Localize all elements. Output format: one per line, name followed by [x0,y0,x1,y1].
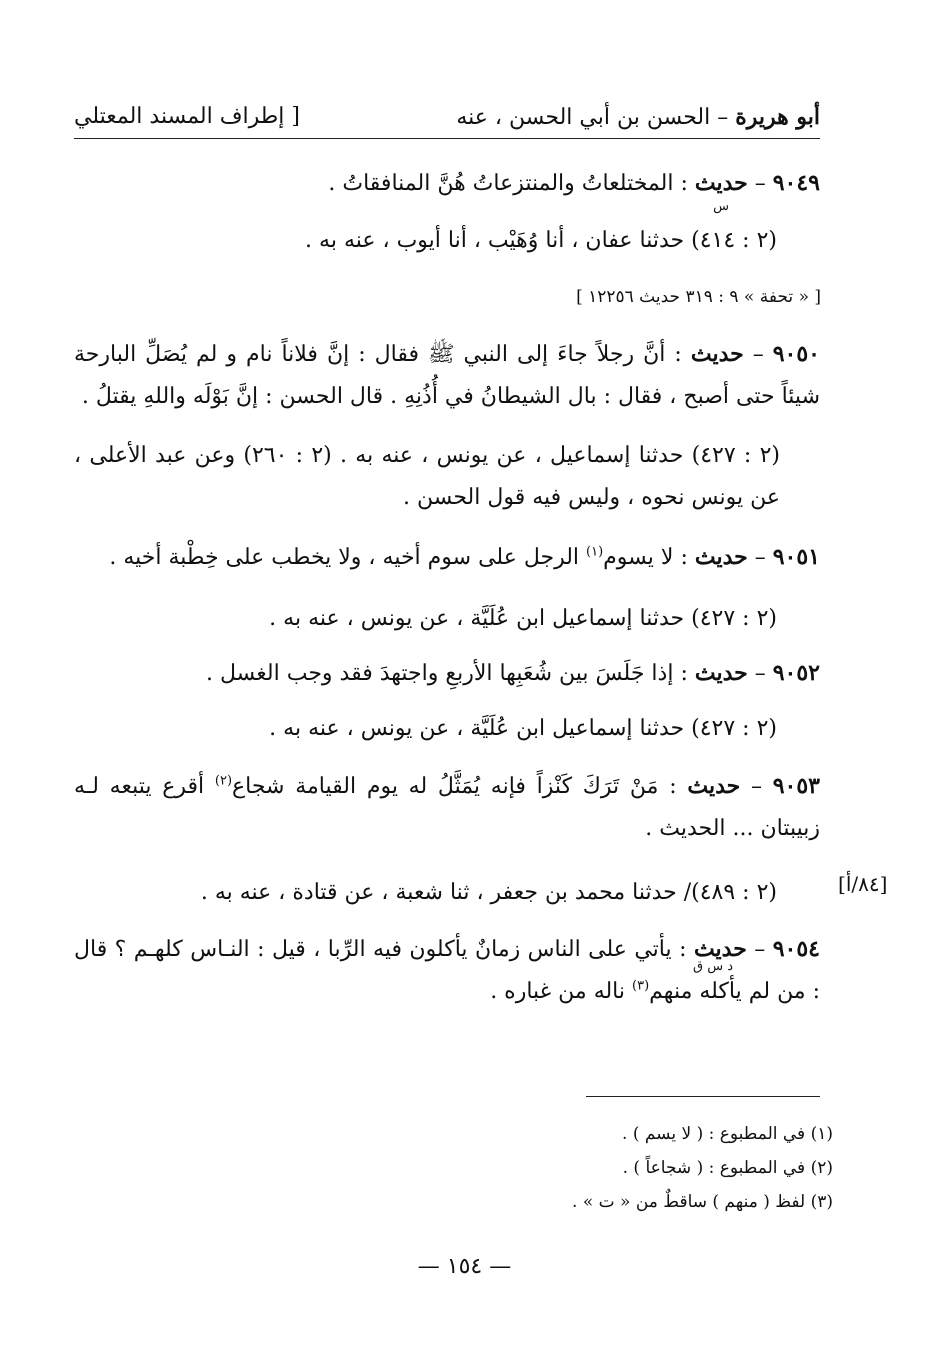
hadith-keyword: حديث [694,170,748,196]
hadith-9051: ٩٠٥١ – حديث : لا يسوم$^{(١)}$ الرجل على سوم أخيه ، ولا يخطب على خِطْبة أخيه . [109,544,820,570]
hadith-number: ٩٠٤٩ [772,170,820,196]
hadith-text: : إذا جَلَسَ بين شُعَبِها الأربعِ واجتهدَ فقد وجب الغسل . [206,661,695,686]
running-header [74,104,820,139]
footnote-separator [586,1096,820,1097]
footnote-ref-3: (٣) [632,978,650,994]
hadith-keyword: حديث [694,660,748,686]
hadith-text: : أنَّ رجلاً جاءَ إلى النبي ﷺ فقال : إنَّ فلاناً نام و لم يُصَلِّ البارحة شيئاً حتى أصبح ، فقال : بال الشيطانُ في أُذُنِهِ . قال الحسن : إنَّ بَوْلَه واللهِ يقتلُ . [74,342,820,409]
siglum-9054: د س ق [692,959,733,974]
hadith-keyword: حديث [690,341,744,367]
sanad-9052: (٢ : ٤٢٧) حدثنا إسماعيل ابن عُلَيَّة ، عن يونس ، عنه به . [269,716,777,741]
hadith-text: : المختلعاتُ والمنتزعاتُ هُنَّ المنافقاتُ . [328,171,695,196]
hadith-keyword: حديث [694,544,748,570]
hadith-keyword: حديث [687,773,741,799]
hadith-text: : مَنْ تَرَكَ كَنْزاً فإنه يُمَثَّلُ له يوم القيامة شجاع [232,774,688,799]
sanad-9051: (٢ : ٤٢٧) حدثنا إسماعيل ابن عُلَيَّة ، عن يونس ، عنه به . [269,606,777,631]
hadith-9054: ٩٠٥٤ – حديث : يأتي على الناس زمانٌ يأكلون فيه الرِّبا ، قيل : النـاس كلهـم ؟ قال : من لم يأكله منهم$^{(٣)}$ ناله من غباره . [74,936,820,1004]
sanad-9049: (٢ : ٤١٤) حدثنا عفان ، أنا وُهَيْب ، أنا أيوب ، عنه به . [305,228,777,253]
hadith-text: : لا يسوم [603,545,695,570]
hadith-text: : يأتي على الناس زمانٌ يأكلون فيه الرِّبا ، قيل : النـاس كلهـم ؟ قال : من لم يأكله منهم [74,937,820,1004]
header-section-title: أبو هريرة – الحسن بن أبي الحسن ، عنه [456,104,820,130]
margin-folio-reference: [٨٤/أ] [838,872,888,896]
hadith-number: ٩٠٥٤ [772,936,820,962]
tuhfa-reference: [ « تحفة » ٩ : ٣١٩ حديث ١٢٢٥٦ ] [576,287,821,307]
hadith-number: ٩٠٥٣ [772,773,820,799]
hadith-9050: ٩٠٥٠ – حديث : أنَّ رجلاً جاءَ إلى النبي ﷺ فقال : إنَّ فلاناً نام و لم يُصَلِّ البارحة شيئاً حتى أصبح ، فقال : بال الشيطانُ في أُذُنِهِ . قال الحسن : إنَّ بَوْلَه واللهِ يقتلُ . [74,341,820,409]
sanad-9050: (٢ : ٤٢٧) حدثنا إسماعيل ، عن يونس ، عنه به . (٢ : ٢٦٠) وعن عبد الأعلى ، عن يونس نحوه ، وليس فيه قول الحسن . [74,443,780,510]
hadith-keyword: حديث [693,936,747,962]
siglum-9049: س [713,199,729,214]
footnote-1: (١) في المطبوع : ( لا يسم ) . [622,1124,833,1144]
hadith-9053: ٩٠٥٣ – حديث : مَنْ تَرَكَ كَنْزاً فإنه يُمَثَّلُ له يوم القيامة شجاع$^{(٢)}$ أقرع يتبعه لـه زبيبتان ... الحديث . [74,773,820,841]
hadith-number: ٩٠٥٢ [772,660,820,686]
hadith-number: ٩٠٥٠ [772,341,820,367]
footnote-2: (٢) في المطبوع : ( شجاعاً ) . [622,1158,833,1178]
sanad-9053: (٢ : ٤٨٩)/ حدثنا محمد بن جعفر ، ثنا شعبة ، عن قتادة ، عنه به . [200,880,777,905]
hadith-number: ٩٠٥١ [772,544,820,570]
footnote-ref-2: (٢) [214,773,233,789]
page-number: — ١٥٤ — [417,1254,512,1279]
header-book-title: [ إطراف المسند المعتلي [74,104,300,129]
footnote-3: (٣) لفظ ( منهم ) ساقطٌ من « ت » . [572,1192,833,1212]
hadith-9052: ٩٠٥٢ – حديث : إذا جَلَسَ بين شُعَبِها الأربعِ واجتهدَ فقد وجب الغسل . [206,660,820,686]
hadith-9049: ٩٠٤٩ – حديث : المختلعاتُ والمنتزعاتُ هُنَّ المنافقاتُ . [328,170,820,196]
footnote-ref-1: (١) [586,544,604,560]
